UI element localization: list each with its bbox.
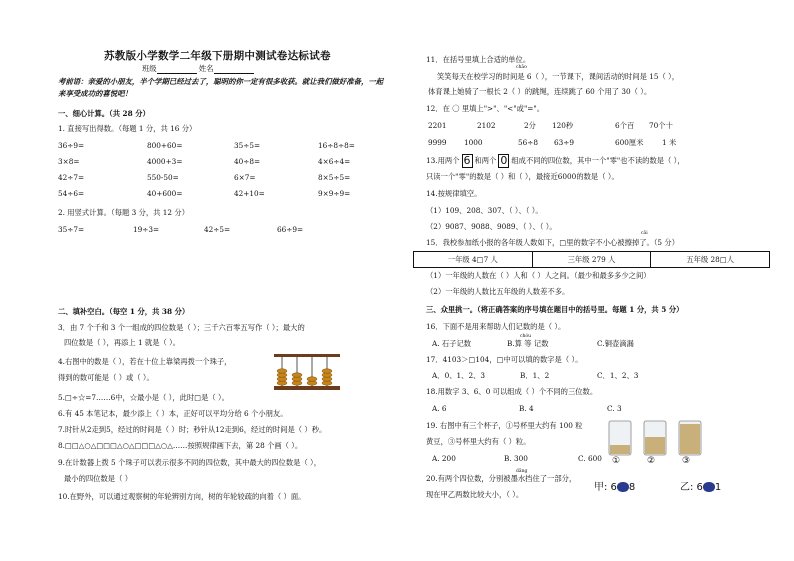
q3-line1: 3．由 7 个千和 3 个一组成的四位数是（ ）；三千六百零五写作（ ）；最大的 xyxy=(58,323,305,332)
q11-line2: 体育课上她骑了一根长 2（ ）的跳绳，连续跳了 60 个用了 30（ ）。 xyxy=(428,87,652,96)
q16-title: 16．下面不是用来帮助人们记数的是（ ）。 xyxy=(426,322,566,331)
q14-line1: （1）109、208、307、（ ）、（ ）。 xyxy=(426,206,543,215)
jar-label: ③ xyxy=(682,456,691,466)
q17-option[interactable]: C．1、2、3 xyxy=(597,371,639,380)
q15-pinyin: cǎi xyxy=(641,231,648,236)
q13-mid: 和两个 xyxy=(474,156,497,165)
q13-pre: 13.用两个 xyxy=(426,156,460,165)
q18-option[interactable]: B. 4 xyxy=(519,404,534,413)
q19-option[interactable]: B. 300 xyxy=(504,454,528,463)
q17-option[interactable]: B．1、2 xyxy=(520,371,550,380)
q12-item: 2102 xyxy=(477,121,496,130)
q18-option[interactable]: A. 6 xyxy=(432,404,447,413)
jar-label: ① xyxy=(612,456,621,466)
abacus-base xyxy=(274,386,340,390)
q12-item: 70个十 xyxy=(649,121,673,130)
q10-line: 10.在野外，可以通过观察树的年轮辨别方向，树的年轮较疏的向着（ ）面。 xyxy=(58,492,306,501)
q14-line2: （2）9087、9088、9089、（ ）、（ ）。 xyxy=(426,222,557,231)
class-field[interactable] xyxy=(157,65,197,74)
section-2-heading: 二、填补空白。（每空 1 分，共 38 分） xyxy=(58,307,190,316)
q1-cell: 800+60= xyxy=(147,141,183,150)
q16-option[interactable]: C.铜壶滴漏 xyxy=(597,339,634,348)
q12-item: 1 米 xyxy=(662,138,677,147)
q12-item: 120秒 xyxy=(552,121,574,130)
q14-title: 14.按规律填空。 xyxy=(426,189,482,198)
q1-cell: 4×6÷4= xyxy=(318,157,351,166)
q2-item: 42÷5= xyxy=(204,225,231,234)
digit-card-6: 6 xyxy=(463,154,471,167)
q1-cell: 42÷7= xyxy=(58,173,85,182)
bean-jars-figure xyxy=(606,418,706,458)
q15-line1: （1）一年级的人数在（ ）人和（ ）人之间。（最少和最多多少之间） xyxy=(426,271,651,280)
q1-cell: 6×7= xyxy=(234,173,256,182)
q15-title: 15．我校参加纸小报的各年级人数如下，□里的数字不小心被擦掉了。（5 分） xyxy=(426,238,679,247)
ink-blot-icon xyxy=(703,482,715,492)
jia-prefix: 甲: 6 xyxy=(594,482,617,493)
q9-line2: 最小的四位数是（ ） xyxy=(64,474,132,483)
name-field[interactable] xyxy=(214,65,254,74)
section-1-heading: 一、细心计算。（共 28 分） xyxy=(58,109,150,118)
q7-line: 7.时针从2走到5，经过的时间是（ ）时；秒针从12走到6，经过的时间是（ ）秒。 xyxy=(58,425,327,434)
digit-card-0: 0 xyxy=(500,154,508,167)
q15-table xyxy=(413,251,770,268)
q12-title: 12．在 〇 里填上">"、"<"或"="。 xyxy=(426,104,545,113)
q18-title: 18.用数字 3、6、0 可以组成（ ）个不同的三位数。 xyxy=(426,387,598,396)
q15-cell: 三年级 279 人 xyxy=(533,252,652,267)
jar-2 xyxy=(644,421,666,455)
q12-item: 2201 xyxy=(428,121,447,130)
q1-cell: 9×9÷9= xyxy=(318,189,351,198)
name-label: 姓名 xyxy=(198,64,214,73)
q8-line: 8.□□△○△□□□△○△□□□△○△……按照规律画下去，第 28 个画（ ）。 xyxy=(58,441,303,450)
abacus-figure xyxy=(272,350,342,392)
q15-line2: （2）一年级的人数比五年级的人数差不多。 xyxy=(426,287,570,296)
section-3-heading: 三、众里挑一。（将正确答案的序号填在题目中的括号里。每题 1 分，共 5 分） xyxy=(426,305,684,314)
q2-item: 19÷3= xyxy=(133,225,160,234)
q1-cell: 550-50= xyxy=(147,173,179,182)
exam-note: 考前语：亲爱的小朋友，半个学期已经过去了，聪明的你一定有很多收获。就让我们做好准备，一起来享受成功的喜悦吧！ xyxy=(58,77,384,98)
q1-cell: 40+600= xyxy=(147,189,183,198)
q12-item: 6个百 xyxy=(615,121,635,130)
q12-item: 63÷9 xyxy=(554,138,575,147)
page-title: 苏教版小学数学二年级下册期中测试卷达标试卷 xyxy=(104,50,331,62)
q16-option[interactable]: B.算 等 记数 xyxy=(507,339,549,348)
q13-line1 xyxy=(426,154,685,168)
q1-cell: 3×8= xyxy=(58,157,80,166)
q13-post: 组成不同的四位数，其中一个"零"也不读的数是（ ）， xyxy=(511,156,685,165)
yi-suffix: 1 xyxy=(714,482,722,493)
q3-line2: 四位数是（ ），再添上 1 就是（ ）。 xyxy=(64,338,181,347)
q12-item: 2分 xyxy=(524,121,536,130)
q17-title: 17．4103＞□104，□中可以填的数字是（ ）。 xyxy=(426,355,583,364)
number-jia xyxy=(594,478,635,493)
q2-item: 35÷7= xyxy=(58,225,85,234)
q9-line1: 9.在计数器上拨 5 个珠子可以表示很多不同的四位数，其中最大的四位数是（ ）， xyxy=(58,458,322,467)
q2-item: 66÷9= xyxy=(277,225,304,234)
q12-item: 600厘米 xyxy=(615,138,644,147)
jar-3 xyxy=(679,421,701,455)
q1-cell: 4000+3= xyxy=(147,157,183,166)
q16-pinyin: chóu xyxy=(520,334,532,339)
ink-blot-icon xyxy=(617,482,629,492)
q5-line: 5.□÷☆=7……6中，☆最小是（ ），此时□是（ ）。 xyxy=(58,393,229,402)
q20-line2: 现在甲乙两数比较大小，（ ）。 xyxy=(426,490,524,499)
q18-option[interactable]: C. 3 xyxy=(607,404,622,413)
q12-item: 56÷8 xyxy=(518,138,539,147)
q4-line1: 4.右图中的数是（ ），若在十位上靠梁再拨一个珠子， xyxy=(58,357,232,366)
q1-cell: 40÷8= xyxy=(234,157,261,166)
jar-1 xyxy=(609,421,631,455)
q1-cell: 36÷9= xyxy=(58,141,85,150)
q20-pinyin: dǎng xyxy=(516,469,528,474)
q2-title: 2. 用竖式计算。（每题 3 分，共 12 分） xyxy=(58,208,189,217)
q1-cell: 35÷5= xyxy=(234,141,261,150)
q4-line2: 得到的数可能是（ ）或（ ）。 xyxy=(58,373,154,382)
q1-cell: 42+10= xyxy=(234,189,265,198)
q15-cell: 五年级 28□人 xyxy=(686,255,735,264)
q15-cell: 一年级 4□7 人 xyxy=(414,252,533,267)
q11-title: 11．在括号里填上合适的单位。 xyxy=(426,55,531,64)
q6-line: 6.有 45 本笔记本，最少添上（ ）本，正好可以平均分给 6 个小朋友。 xyxy=(58,409,288,418)
q11-pinyin: chǎo xyxy=(516,65,527,70)
q20-line1: 20.有两个四位数，分别被墨水挡住了一部分， xyxy=(426,474,577,483)
jia-suffix: 8 xyxy=(628,482,636,493)
q13-line2: 只读一个"零"的数是（ ）和（ ），最接近6000的数是（ ）。 xyxy=(426,172,619,181)
q19-line1: 19. 右图中有三个杯子，①号杯里大约有 100 粒 xyxy=(426,421,583,430)
class-label: 班级 xyxy=(142,64,157,73)
number-yi xyxy=(680,478,721,493)
q17-option[interactable]: A．0、1、2、3 xyxy=(432,371,486,380)
q19-option[interactable]: C. 600 xyxy=(578,454,602,463)
q16-option[interactable]: A. 石子记数 xyxy=(432,339,472,348)
q1-title: 1. 直接写出得数。（每题 1 分，共 16 分） xyxy=(58,124,197,133)
q1-cell: 16÷8÷8= xyxy=(318,141,355,150)
q19-line2: 黄豆，③号杯里大约有（ ）粒。 xyxy=(426,437,531,446)
q19-option[interactable]: A. 200 xyxy=(432,454,456,463)
q12-item: 9999 xyxy=(428,138,447,147)
q12-item: 1000 xyxy=(464,138,483,147)
q1-cell: 54÷6= xyxy=(58,189,85,198)
q11-line1: 笑笑每天在校学习的时间是 6（ ），一节课下，课间活动的时间是 15（ ）， xyxy=(437,72,680,81)
abacus-top xyxy=(274,354,340,357)
student-info xyxy=(142,64,254,74)
q1-cell: 8×5÷5= xyxy=(318,173,351,182)
abacus-beads xyxy=(277,369,332,385)
yi-prefix: 乙: 6 xyxy=(680,482,703,493)
jar-label: ② xyxy=(647,456,656,466)
